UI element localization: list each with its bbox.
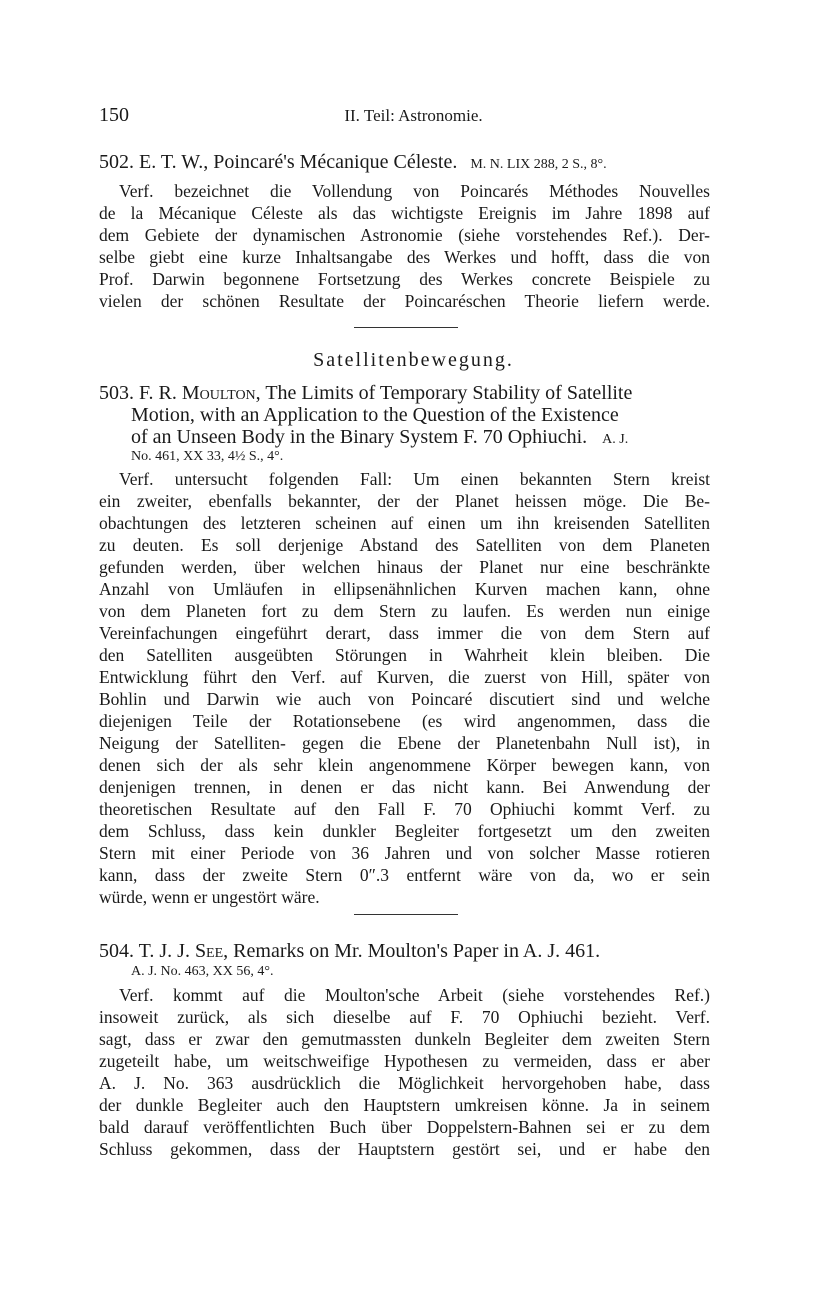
- text-line: Verf. bezeichnet die Vollendung von Poincarés Méthodes Nouvelles: [119, 181, 710, 201]
- entry-502-source: M. N. LIX 288, 2 S., 8°.: [470, 157, 607, 172]
- entry-502-title: 502. E. T. W., Poincaré's Mécanique Céleste.: [99, 151, 458, 173]
- text-line: Bohlin und Darwin wie auch von Poincaré discutiert sind und welche: [99, 689, 710, 709]
- text-line: vielen der schönen Resultate der Poincaréschen Theorie liefern werde.: [99, 291, 710, 311]
- text-line: Entwicklung führt den Verf. auf Kurven, die zuerst von Hill, später von: [99, 667, 710, 687]
- text-line: dem Schluss, dass kein dunkler Begleiter fortgesetzt um den zweiten: [99, 821, 710, 841]
- page-number: 150: [99, 104, 129, 126]
- text-line: A. J. No. 363 ausdrücklich die Möglichkeit hervorgehoben habe, dass: [99, 1073, 710, 1093]
- entry-503-number: 503. F. R.: [99, 382, 177, 404]
- text-line: kann, dass der zweite Stern 0″.3 entfernt wäre von da, wo er sein: [99, 865, 710, 885]
- entry-503-heading: [99, 381, 632, 405]
- text-line: insoweit zurück, als sich dieselbe auf F. 70 Ophiuchi bezieht. Verf.: [99, 1007, 710, 1027]
- text-line: denen sich der als sehr klein angenommene Körper bewegen kann, von: [99, 755, 710, 775]
- entry-504-heading: [99, 939, 600, 963]
- text-line: gefunden werden, über welchen hinaus der Planet nur eine beschränkte: [99, 557, 710, 577]
- entry-504-title: Remarks on Mr. Moulton's Paper in A. J. 461.: [233, 940, 601, 962]
- text-line: de la Mécanique Céleste als das wichtigste Ereignis im Jahre 1898 auf: [99, 203, 710, 223]
- running-title: II. Teil: Astronomie.: [344, 106, 483, 125]
- text-line: Vereinfachungen eingeführt derart, dass immer die von dem Stern auf: [99, 623, 710, 643]
- text-line: selbe giebt eine kurze Inhaltsangabe des Werkes und hofft, dass die von: [99, 247, 710, 267]
- text-line: bald darauf veröffentlichten Buch über Doppelstern-Bahnen sei er zu dem: [99, 1117, 710, 1137]
- text-line: diejenigen Teile der Rotationsebene (es wird angenommen, dass die: [99, 711, 710, 731]
- text-line: ein zweiter, ebenfalls bekannter, der der Planet heissen möge. Die Be-: [99, 491, 710, 511]
- text-line: sagt, dass er zwar den gemutmassten dunkeln Begleiter dem zweiten Stern: [99, 1029, 710, 1049]
- entry-504-author: See,: [194, 940, 229, 962]
- text-line: von dem Planeten fort zu dem Stern zu laufen. Es werden nun einige: [99, 601, 710, 621]
- text-line: Schluss gekommen, dass der Hauptstern gestört sei, und er habe den: [99, 1139, 710, 1159]
- text-line: zu deuten. Es soll derjenige Abstand des Satelliten von dem Planeten: [99, 535, 710, 555]
- entry-503-author: Moulton,: [181, 382, 261, 404]
- text-line: Prof. Darwin begonnene Fortsetzung des Werkes concrete Beispiele zu: [99, 269, 710, 289]
- text-line: Verf. untersucht folgenden Fall: Um einen bekannten Stern kreist: [119, 469, 710, 489]
- text-line: Anzahl von Umläufen in ellipsenähnlichen Kurven machen kann, ohne: [99, 579, 710, 599]
- text-line: Stern mit einer Periode von 36 Jahren und von solcher Masse rotieren: [99, 843, 710, 863]
- entry-502-heading: [99, 150, 607, 177]
- text-line: dem Gebiete der dynamischen Astronomie (siehe vorstehendes Ref.). Der-: [99, 225, 710, 245]
- text-line: würde, wenn er ungestört wäre.: [99, 887, 320, 907]
- text-line: Verf. kommt auf die Moulton'sche Arbeit (siehe vorstehendes Ref.): [119, 985, 710, 1005]
- text-line: Neigung der Satelliten- gegen die Ebene der Planetenbahn Null ist), in: [99, 733, 710, 753]
- separator-rule: [354, 914, 458, 915]
- text-line: denjenigen trennen, in denen er das nicht kann. Bei Anwendung der: [99, 777, 710, 797]
- entry-503-title-line-3: of an Unseen Body in the Binary System F. 70 Ophiuchi.: [131, 426, 588, 448]
- entry-503-title-line-1: The Limits of Temporary Stability of Satellite: [265, 382, 633, 404]
- text-line: theoretischen Resultate auf den Fall F. 70 Ophiuchi kommt Verf. zu: [99, 799, 710, 819]
- entry-503-source: No. 461, XX 33, 4½ S., 4°.: [131, 449, 284, 464]
- entry-503-title-line-2: Motion, with an Application to the Question of the Existence: [131, 404, 619, 426]
- separator-rule: [354, 327, 458, 328]
- entry-504-source: A. J. No. 463, XX 56, 4°.: [131, 964, 274, 979]
- text-line: den Satelliten ausgeübten Störungen in Wahrheit klein bleiben. Die: [99, 645, 710, 665]
- entry-504-number: 504. T. J. J.: [99, 940, 190, 962]
- text-line: zugeteilt habe, um weitschweifige Hypothesen zu vermeiden, dass er aber: [99, 1051, 710, 1071]
- entry-503-source-inline: A. J.: [602, 432, 629, 447]
- section-title: Satellitenbewegung.: [313, 349, 514, 371]
- text-line: obachtungen des letzteren scheinen auf einen um ihn kreisenden Satelliten: [99, 513, 710, 533]
- text-line: der dunkle Begleiter auch den Hauptstern umkreisen könne. Ja in seinem: [99, 1095, 710, 1115]
